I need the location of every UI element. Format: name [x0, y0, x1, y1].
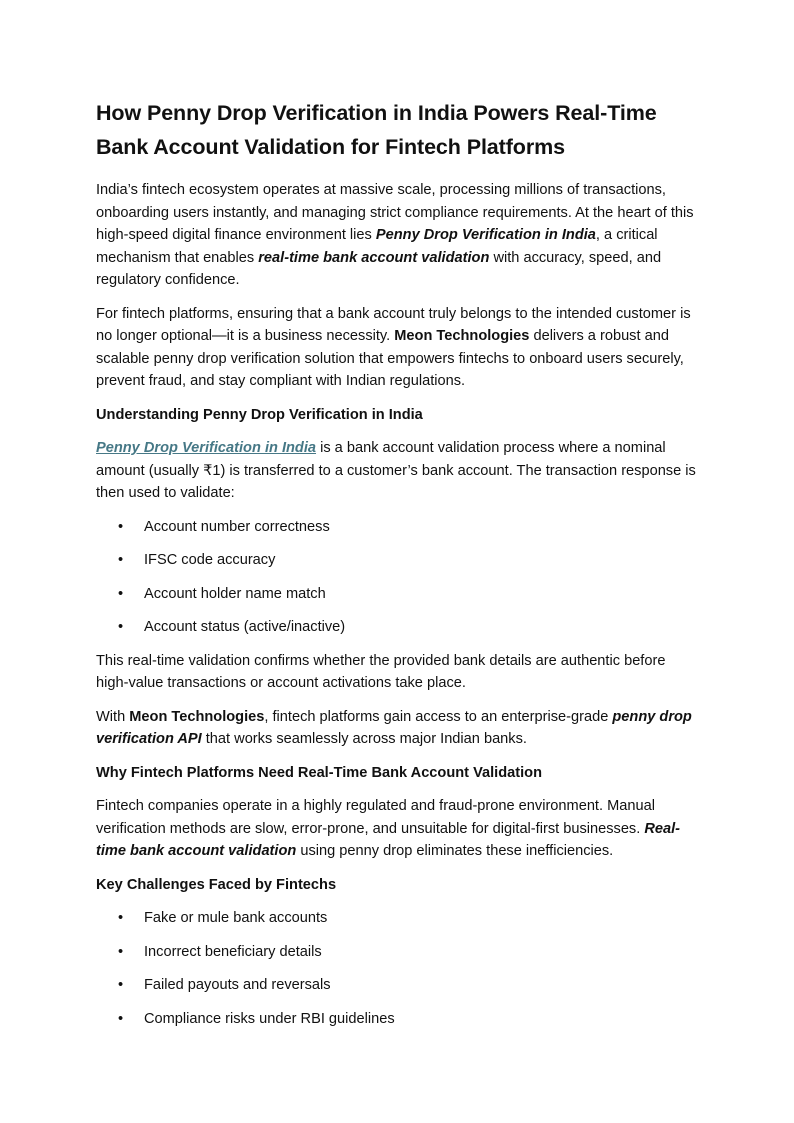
bullet-icon: • [118, 1010, 124, 1027]
realtime-validation-paragraph: This real-time validation confirms whether the provided bank details are authentic before high-value transactions or account activations take place. [96, 652, 666, 691]
list-item [96, 616, 696, 639]
challenges-list [96, 907, 696, 1030]
bullet-icon: • [118, 910, 124, 926]
intro-paragraph [96, 179, 696, 292]
document-title: How Penny Drop Verification in India Powers Real-Time Bank Account Validation for Fintech Platforms [96, 101, 657, 159]
list-item-text: Account number correctness [144, 518, 330, 535]
list-item [96, 1008, 696, 1031]
penny-drop-link[interactable]: Penny Drop Verification in India [96, 440, 317, 456]
list-item-text: Account holder name match [144, 585, 326, 602]
why-text-1: Fintech companies operate in a highly regulated and fraud-prone environment. Manual verification methods are slow, error-prone, and unsuitable for digital-first businesses. [96, 798, 655, 837]
meon-company-name: Meon Technologies [129, 708, 265, 725]
list-item-text: Compliance risks under RBI guidelines [144, 1010, 395, 1027]
list-item-text: IFSC code accuracy [144, 552, 276, 568]
section-heading-why-fintech: Why Fintech Platforms Need Real-Time Bank Account Validation [96, 764, 543, 781]
meon-text-3: that works seamlessly across major Indian banks. [201, 731, 527, 747]
meon-text-1: With [96, 708, 130, 725]
intro-emphasis-1: Penny Drop Verification in India [375, 227, 596, 243]
list-item [96, 941, 696, 964]
bullet-icon: • [118, 977, 124, 993]
list-item-text: Incorrect beneficiary details [144, 943, 322, 960]
why-emphasis: Real-time bank account validation [96, 820, 681, 859]
intro-text-1: India’s fintech ecosystem operates at massive scale, processing millions of transactions, onboarding users instantly, and managing strict compliance requirements. At the heart of this high-speed digital finance environment lies [96, 182, 694, 243]
intro-emphasis-2: real-time bank account validation [258, 249, 490, 266]
section-heading-understanding: Understanding Penny Drop Verification in India [96, 406, 423, 423]
bullet-icon: • [118, 552, 124, 568]
bullet-icon: • [118, 943, 124, 960]
bullet-icon: • [118, 518, 124, 535]
bullet-icon: • [118, 619, 124, 635]
meon-emphasis-api: penny drop verification API [96, 708, 692, 747]
list-item [96, 583, 696, 606]
list-item [96, 974, 696, 997]
list-item-text: Failed payouts and reversals [144, 977, 331, 993]
fintech-paragraph [96, 303, 696, 393]
intro-text-2: , a critical mechanism that enables [96, 227, 658, 266]
understanding-paragraph [96, 437, 696, 505]
list-item [96, 907, 696, 930]
validation-list [96, 516, 696, 639]
fintech-company-name: Meon Technologies [394, 328, 530, 344]
understanding-text-1: is a bank account validation process where a nominal amount (usually ₹1) is transferred to a customer’s bank account. The transaction response is then used to validate: [96, 440, 696, 501]
list-item-text: Account status (active/inactive) [144, 619, 346, 635]
bullet-icon: • [118, 585, 124, 602]
intro-text-3: with accuracy, speed, and regulatory confidence. [96, 249, 662, 288]
why-fintech-paragraph [96, 795, 696, 863]
list-item [96, 549, 696, 572]
document-page [96, 96, 696, 1041]
fintech-text-2: delivers a robust and scalable penny drop verification solution that empowers fintechs to onboard users securely, prevent fraud, and stay compliant with Indian regulations. [96, 328, 684, 389]
meon-paragraph [96, 706, 696, 751]
why-text-2: using penny drop eliminates these inefficiencies. [296, 843, 614, 859]
list-item-text: Fake or mule bank accounts [144, 910, 328, 926]
list-item [96, 516, 696, 539]
meon-text-2: , fintech platforms gain access to an enterprise-grade [264, 708, 613, 725]
section-heading-challenges: Key Challenges Faced by Fintechs [96, 876, 337, 893]
fintech-text-1: For fintech platforms, ensuring that a bank account truly belongs to the intended customer is no longer optional—it is a business necessity. [96, 305, 691, 344]
